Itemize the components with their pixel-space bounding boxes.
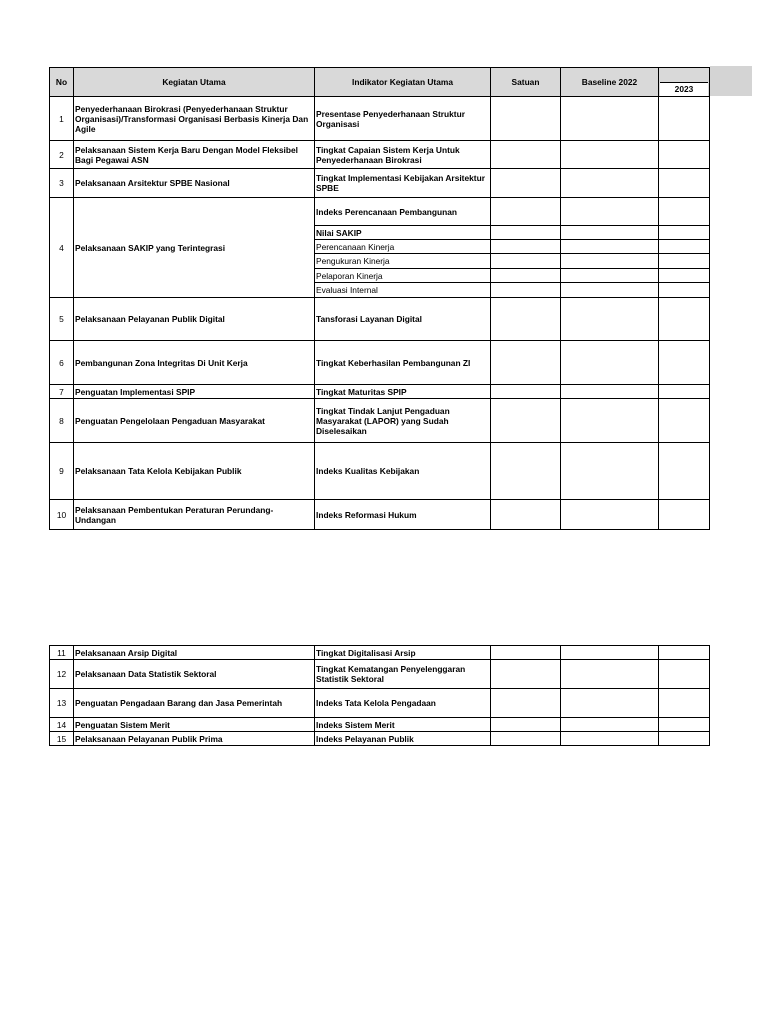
row-baseline [561, 660, 659, 689]
row-kegiatan: Penguatan Implementasi SPIP [74, 385, 315, 399]
row-baseline [561, 732, 659, 746]
second-table [49, 645, 710, 746]
row-baseline [561, 399, 659, 443]
header-kegiatan: Kegiatan Utama [74, 68, 315, 97]
row-baseline [561, 689, 659, 718]
header-no: No [50, 68, 74, 97]
row-baseline [561, 385, 659, 399]
row-no: 5 [50, 298, 74, 341]
row-year [659, 443, 710, 500]
row-no: 4 [50, 198, 74, 298]
header-baseline: Baseline 2022 [561, 68, 659, 97]
row-satuan [491, 341, 561, 385]
header-year-cell [659, 68, 710, 97]
row-kegiatan: Pelaksanaan Tata Kelola Kebijakan Publik [74, 443, 315, 500]
row-subindikator: Evaluasi Internal [315, 283, 491, 298]
row-baseline [561, 97, 659, 141]
row-baseline [561, 718, 659, 732]
row-kegiatan: Pelaksanaan Pelayanan Publik Digital [74, 298, 315, 341]
row-baseline [561, 500, 659, 530]
row-indikator: Tingkat Digitalisasi Arsip [315, 646, 491, 660]
row-kegiatan: Pelaksanaan SAKIP yang Terintegrasi [74, 198, 315, 298]
row-satuan [491, 718, 561, 732]
row-baseline [561, 141, 659, 169]
row-satuan [491, 97, 561, 141]
row-indikator: Indeks Pelayanan Publik [315, 732, 491, 746]
table-row [50, 689, 710, 718]
row-satuan [491, 298, 561, 341]
table-row [50, 385, 710, 399]
row-no: 8 [50, 399, 74, 443]
table-row [50, 198, 710, 226]
table-row [50, 500, 710, 530]
row-satuan [491, 732, 561, 746]
header-year: 2023 [660, 82, 708, 96]
row-no: 14 [50, 718, 74, 732]
row-year [659, 718, 710, 732]
row-subindikator: Pelaporan Kinerja [315, 269, 491, 283]
row-satuan [491, 169, 561, 198]
row-baseline [561, 298, 659, 341]
row-year [659, 385, 710, 399]
row-indikator: Tingkat Maturitas SPIP [315, 385, 491, 399]
header-shading-block [710, 66, 752, 96]
row-indikator: Tingkat Keberhasilan Pembangunan ZI [315, 341, 491, 385]
row-kegiatan: Pelaksanaan Arsip Digital [74, 646, 315, 660]
row-year [659, 341, 710, 385]
table-row [50, 443, 710, 500]
row-satuan [491, 500, 561, 530]
row-satuan [491, 141, 561, 169]
row-kegiatan: Penguatan Sistem Merit [74, 718, 315, 732]
row-satuan [491, 385, 561, 399]
row-kegiatan: Pelaksanaan Pembentukan Peraturan Perundang-Undangan [74, 500, 315, 530]
row-indikator: Tingkat Tindak Lanjut Pengaduan Masyarakat (LAPOR) yang Sudah Diselesaikan [315, 399, 491, 443]
row-kegiatan: Penguatan Pengelolaan Pengaduan Masyarakat [74, 399, 315, 443]
row-satuan [491, 660, 561, 689]
row-indikator: Tingkat Capaian Sistem Kerja Untuk Penyederhanaan Birokrasi [315, 141, 491, 169]
table-row [50, 732, 710, 746]
row-no: 6 [50, 341, 74, 385]
row-year [659, 660, 710, 689]
row-no: 9 [50, 443, 74, 500]
header-row [50, 68, 710, 97]
row-subindikator: Nilai SAKIP [315, 226, 491, 240]
row-year [659, 141, 710, 169]
row-indikator: Tingkat Implementasi Kebijakan Arsitektur SPBE [315, 169, 491, 198]
row-baseline [561, 646, 659, 660]
row-year [659, 689, 710, 718]
table-row [50, 169, 710, 198]
row-satuan [491, 646, 561, 660]
table-row [50, 646, 710, 660]
row-subindikator: Perencanaan Kinerja [315, 240, 491, 254]
row-year [659, 399, 710, 443]
row-indikator: Presentase Penyederhanaan Struktur Organisasi [315, 97, 491, 141]
row-year [659, 169, 710, 198]
table-row [50, 298, 710, 341]
row-indikator: Indeks Tata Kelola Pengadaan [315, 689, 491, 718]
row-year [659, 97, 710, 141]
row-satuan [491, 689, 561, 718]
table-row [50, 660, 710, 689]
row-indikator: Indeks Sistem Merit [315, 718, 491, 732]
row-subindikator: Pengukuran Kinerja [315, 254, 491, 269]
row-indikator: Tansforasi Layanan Digital [315, 298, 491, 341]
table-row [50, 141, 710, 169]
row-no: 1 [50, 97, 74, 141]
row-year [659, 298, 710, 341]
row-kegiatan: Pelaksanaan Arsitektur SPBE Nasional [74, 169, 315, 198]
row-no: 7 [50, 385, 74, 399]
row-no: 15 [50, 732, 74, 746]
row-no: 13 [50, 689, 74, 718]
table-row [50, 399, 710, 443]
main-table [49, 67, 710, 530]
row-indikator: Indeks Kualitas Kebijakan [315, 443, 491, 500]
row-year [659, 198, 710, 226]
row-indikator: Tingkat Kematangan Penyelenggaran Statistik Sektoral [315, 660, 491, 689]
row-kegiatan: Penguatan Pengadaan Barang dan Jasa Pemerintah [74, 689, 315, 718]
table-row [50, 97, 710, 141]
row-no: 3 [50, 169, 74, 198]
row-no: 12 [50, 660, 74, 689]
header-satuan: Satuan [491, 68, 561, 97]
row-indikator: Indeks Perencanaan Pembangunan [315, 198, 491, 226]
row-no: 11 [50, 646, 74, 660]
row-kegiatan: Pelaksanaan Pelayanan Publik Prima [74, 732, 315, 746]
row-satuan [491, 399, 561, 443]
row-no: 2 [50, 141, 74, 169]
table-row [50, 718, 710, 732]
row-kegiatan: Penyederhanaan Birokrasi (Penyederhanaan Struktur Organisasi)/Transformasi Organisasi Berbasis Kinerja Dan Agile [74, 97, 315, 141]
row-baseline [561, 443, 659, 500]
table-row [50, 341, 710, 385]
row-kegiatan: Pelaksanaan Data Statistik Sektoral [74, 660, 315, 689]
row-satuan [491, 443, 561, 500]
row-satuan [491, 198, 561, 226]
row-baseline [561, 169, 659, 198]
row-year [659, 500, 710, 530]
row-baseline [561, 341, 659, 385]
row-kegiatan: Pembangunan Zona Integritas Di Unit Kerja [74, 341, 315, 385]
row-no: 10 [50, 500, 74, 530]
row-baseline [561, 198, 659, 226]
row-year [659, 732, 710, 746]
row-year [659, 646, 710, 660]
row-indikator: Indeks Reformasi Hukum [315, 500, 491, 530]
header-indikator: Indikator Kegiatan Utama [315, 68, 491, 97]
row-kegiatan: Pelaksanaan Sistem Kerja Baru Dengan Model Fleksibel Bagi Pegawai ASN [74, 141, 315, 169]
